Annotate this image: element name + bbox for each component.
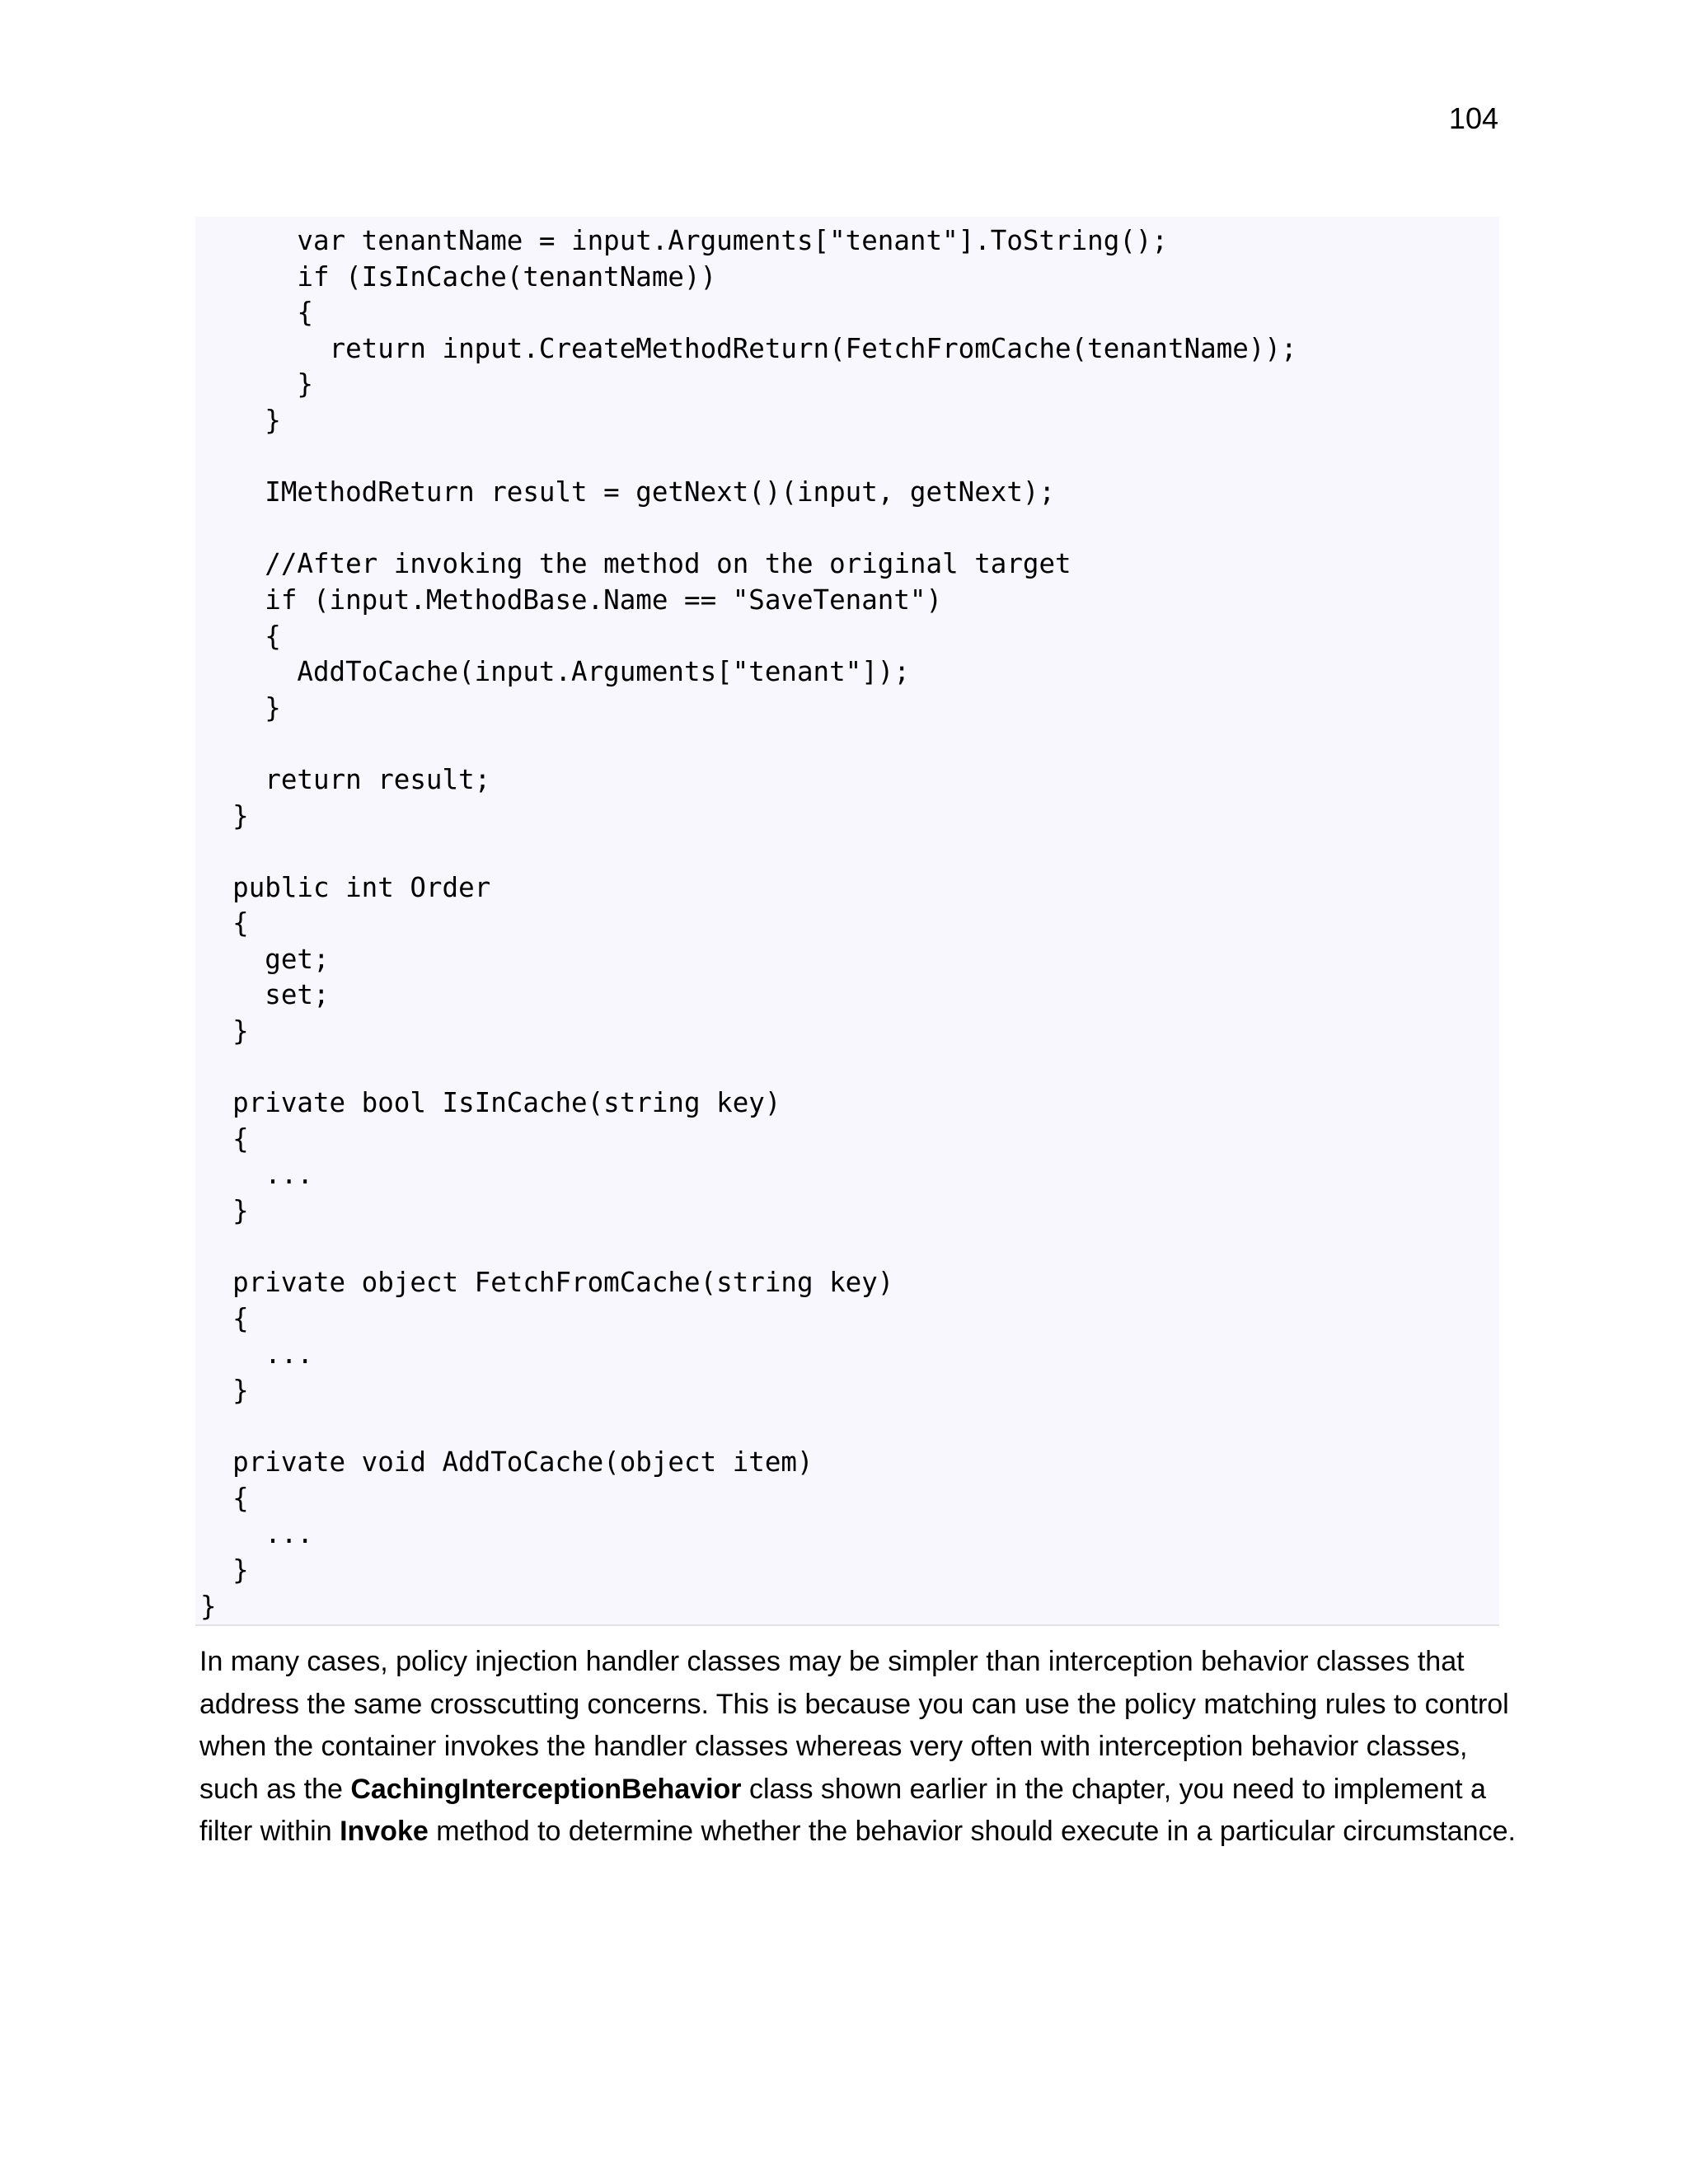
code-line: }	[200, 799, 249, 832]
code-line: private object FetchFromCache(string key)	[200, 1267, 894, 1299]
code-line	[195, 726, 1499, 762]
code-line: public int Order	[200, 871, 491, 903]
code-line: return result;	[200, 763, 491, 795]
code-line: {	[200, 907, 249, 940]
code-line: }	[200, 1015, 249, 1047]
code-line: }	[200, 1195, 249, 1227]
code-line: }	[200, 1554, 249, 1586]
code-line: IMethodReturn result = getNext()(input, getNext);	[200, 476, 1056, 509]
code-line: get;	[200, 943, 330, 975]
paragraph-text: method to determine whether the behavior should execute in a particular circumstance.	[428, 1816, 1516, 1847]
code-line: var tenantName = input.Arguments["tenant"].ToString();	[200, 225, 1168, 256]
code-line: {	[200, 1122, 249, 1155]
code-line: {	[200, 620, 281, 652]
method-name-bold: Invoke	[340, 1816, 429, 1847]
code-line: private bool IsInCache(string key)	[200, 1087, 781, 1119]
code-line: {	[200, 1482, 249, 1514]
code-line	[195, 511, 1499, 547]
page-number: 104	[1448, 101, 1498, 135]
code-line: }	[200, 1375, 249, 1406]
code-line: private void AddToCache(object item)	[200, 1446, 814, 1479]
code-line: AddToCache(input.Arguments["tenant"]);	[200, 656, 910, 688]
code-line: return input.CreateMethodReturn(FetchFromCache(tenantName));	[200, 332, 1297, 364]
code-line: if (IsInCache(tenantName))	[200, 260, 717, 293]
code-line	[195, 1050, 1499, 1086]
code-line	[195, 1409, 1499, 1446]
code-line: {	[200, 297, 313, 329]
code-line: }	[200, 404, 281, 436]
code-line: ...	[200, 1159, 313, 1191]
code-line	[195, 439, 1499, 476]
class-name-bold: CachingInterceptionBehavior	[350, 1773, 742, 1805]
code-line: if (input.MethodBase.Name == "SaveTenant")	[200, 583, 943, 616]
code-line: }	[200, 691, 281, 724]
code-line	[195, 1230, 1499, 1266]
body-paragraph	[199, 1641, 1518, 1854]
paragraph-text: class shown earlier in the chapter, you need to implement a filter within	[199, 1773, 1486, 1847]
code-line: ...	[200, 1518, 313, 1550]
code-line: {	[200, 1302, 249, 1334]
code-line: }	[200, 368, 313, 401]
code-line: ...	[200, 1338, 313, 1371]
code-block	[195, 217, 1499, 1626]
paragraph-text: In many cases, policy injection handler classes may be simpler than interception behavior classes that address the same crosscutting concerns. This is because you can use the policy matching rules to control when the container invokes the handler classes whereas very often with interception behavior classes, such as the	[199, 1646, 1509, 1805]
code-line: //After invoking the method on the original target	[200, 548, 1071, 580]
code-line: }	[200, 1590, 217, 1622]
code-line	[195, 834, 1499, 870]
code-line: set;	[200, 979, 330, 1011]
